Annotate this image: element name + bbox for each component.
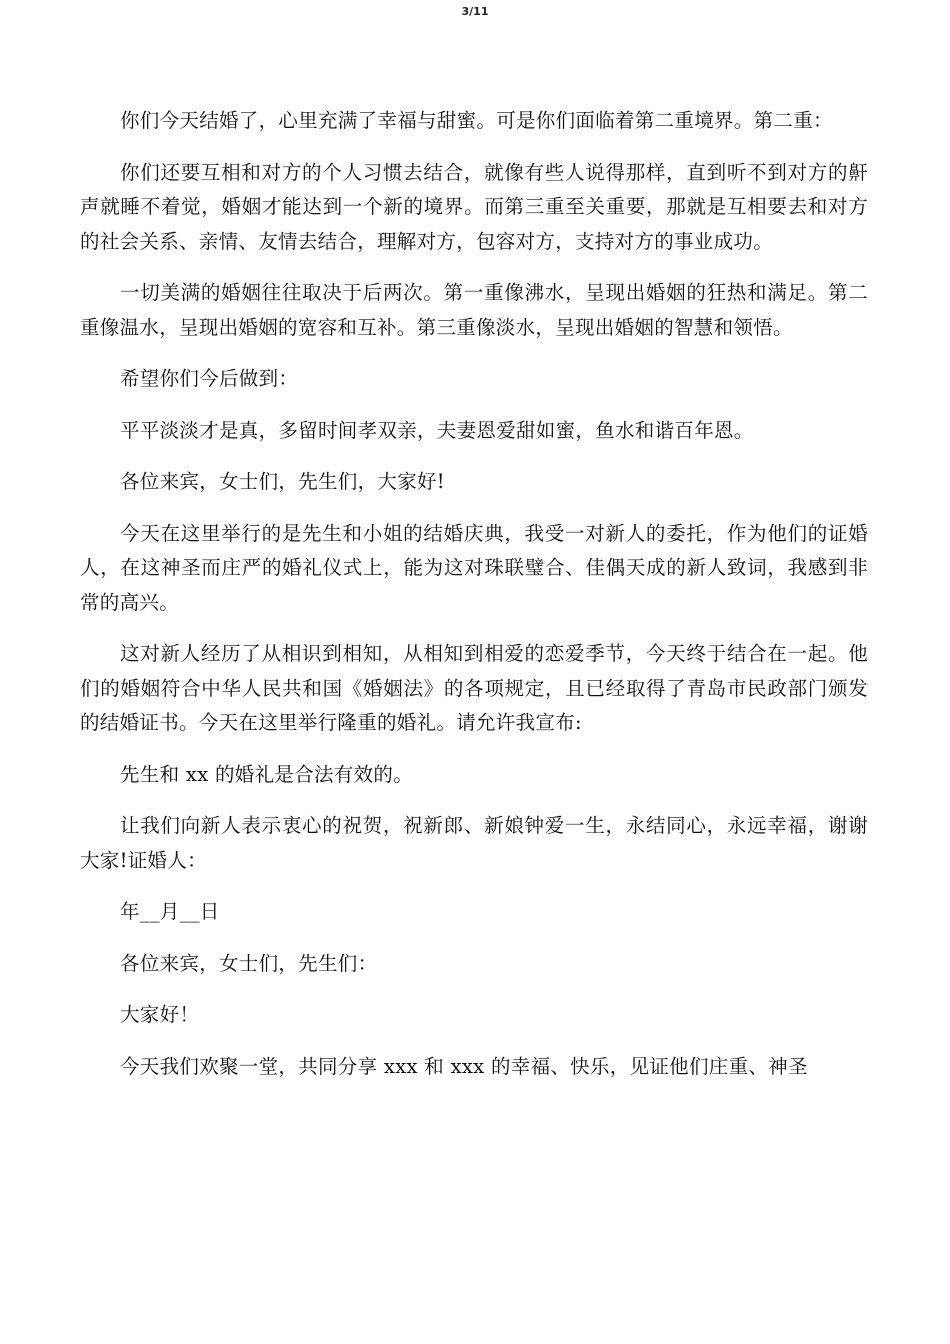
document-body (80, 104, 868, 1084)
paragraph-8: 这对新人经历了从相识到相知，从相知到相爱的恋爱季节，今天终于结合在一起。他们的婚姻符合中华人民共和国《婚姻法》的各项规定，且已经取得了青岛市民政部门颁发的结婚证书。今天在这里举行隆重的婚礼。请允许我宣布: (80, 642, 868, 734)
paragraph-7: 今天在这里举行的是先生和小姐的结婚庆典，我受一对新人的委托，作为他们的证婚人，在这神圣而庄严的婚礼仪式上，能为这对珠联璧合、佳偶天成的新人致词，我感到非常的高兴。 (80, 521, 868, 614)
paragraph-10: 让我们向新人表示衷心的祝贺，祝新郎、新娘钟爱一生，永结同心，永远幸福，谢谢大家!证婚人： (80, 814, 868, 872)
page-number: 3/11 (461, 5, 489, 18)
paragraph-3: 一切美满的婚姻往往取决于后两次。第一重像沸水，呈现出婚姻的狂热和满足。第二重像温水，呈现出婚姻的宽容和互补。第三重像淡水，呈现出婚姻的智慧和领悟。 (80, 281, 868, 339)
paragraph-4: 希望你们今后做到： (120, 367, 299, 390)
paragraph-5: 平平淡淡才是真，多留时间孝双亲，夫妻恩爱甜如蜜，鱼水和谐百年恩。 (120, 418, 754, 442)
paragraph-9: 先生和 xx 的婚礼是合法有效的。 (120, 762, 413, 786)
paragraph-6: 各位来宾，女士们，先生们，大家好! (120, 470, 445, 493)
paragraph-2: 你们还要互相和对方的个人习惯去结合，就像有些人说得那样，直到听不到对方的鼾声就睡不着觉，婚姻才能达到一个新的境界。而第三重至关重要，那就是互相要去和对方的社会关系、亲情、友情去结合，理解对方，包容对方，支持对方的事业成功。 (80, 160, 868, 253)
paragraph-1: 你们今天结婚了，心里充满了幸福与甜蜜。可是你们面临着第二重境界。第二重： (120, 109, 833, 132)
paragraph-13: 大家好！ (120, 1003, 200, 1026)
paragraph-14: 今天我们欢聚一堂，共同分享 xxx 和 xxx 的幸福、快乐，见证他们庄重、神圣 (120, 1054, 808, 1078)
paragraph-12: 各位来宾，女士们，先生们： (120, 951, 378, 975)
paragraph-11: 年__月__日 (120, 900, 220, 923)
